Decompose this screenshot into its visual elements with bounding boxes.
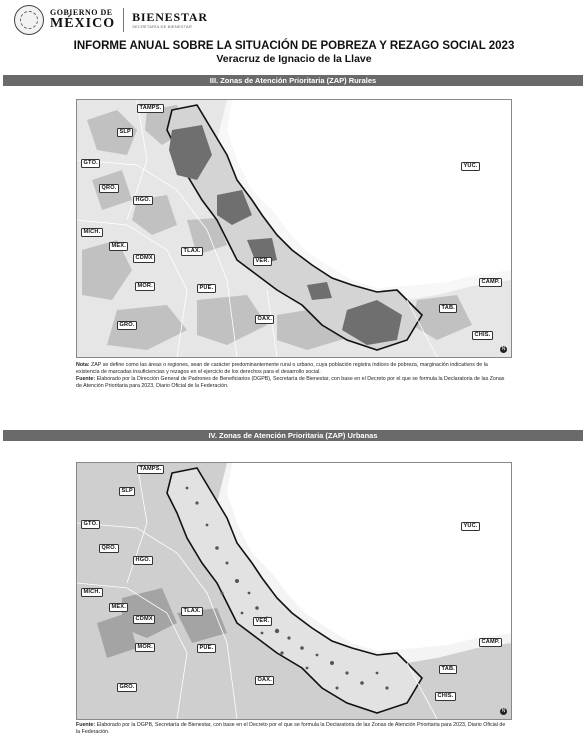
state-label-chis: CHIS.	[472, 331, 493, 340]
state-label-mich: MICH.	[81, 588, 103, 597]
state-label-tab: TAB.	[439, 665, 457, 674]
map-urban-graphic	[77, 463, 511, 719]
state-label-hgo: HGO.	[133, 556, 153, 565]
state-label-camp: CAMP.	[479, 278, 502, 287]
rural-note	[76, 362, 510, 376]
state-label-ver: VER.	[253, 257, 272, 266]
state-label-pue: PUE.	[197, 284, 216, 293]
note-label: Nota:	[76, 362, 90, 368]
gov-main-text: MÉXICO	[50, 16, 116, 31]
source-label: Fuente:	[76, 722, 96, 728]
state-label-mex: MEX.	[109, 242, 128, 251]
gov-top-text: GOBIERNO DE	[50, 8, 113, 17]
agency-name: BIENESTAR	[132, 10, 208, 24]
urban-source	[76, 722, 510, 736]
national-seal-icon	[14, 5, 44, 35]
logo-divider	[123, 8, 124, 32]
map-zap-urbanas	[76, 462, 512, 720]
state-label-yuc: YUC.	[461, 522, 480, 531]
state-label-tlax: TLAX.	[181, 247, 203, 256]
state-label-mor: MOR.	[135, 282, 155, 291]
government-logo	[50, 9, 115, 31]
state-label-mex: MEX.	[109, 603, 128, 612]
map-rural-graphic	[77, 100, 511, 357]
agency-subtext: SECRETARÍA DE BIENESTAR	[132, 24, 192, 29]
rural-source	[76, 376, 510, 390]
state-label-gro: GRO.	[117, 683, 137, 692]
state-label-chis: CHIS.	[435, 692, 456, 701]
state-label-ver: VER.	[253, 617, 272, 626]
state-label-cdmx: CDMX	[133, 254, 155, 263]
state-label-cdmx: CDMX	[133, 615, 155, 624]
state-label-slp: SLP	[117, 128, 133, 137]
state-label-hgo: HGO.	[133, 196, 153, 205]
report-title: INFORME ANUAL SOBRE LA SITUACIÓN DE POBREZA Y REZAGO SOCIAL 2023	[73, 40, 515, 52]
state-label-tamps: TAMPS.	[137, 104, 164, 113]
state-label-qro: QRO.	[99, 184, 119, 193]
state-label-gto: GTO.	[81, 159, 100, 168]
state-label-tab: TAB.	[439, 304, 457, 313]
state-label-qro: QRO.	[99, 544, 119, 553]
state-label-mich: MICH.	[81, 228, 103, 237]
section-heading-rural: III. Zonas de Atención Prioritaria (ZAP) Rurales	[3, 75, 583, 86]
page-header	[14, 6, 208, 34]
state-label-pue: PUE.	[197, 644, 216, 653]
north-arrow-icon: N	[501, 708, 506, 714]
state-label-oax: OAX.	[255, 676, 274, 685]
urban-map-notes	[76, 722, 510, 736]
state-label-gro: GRO.	[117, 321, 137, 330]
report-subtitle: Veracruz de Ignacio de la Llave	[216, 53, 372, 65]
state-label-gto: GTO.	[81, 520, 100, 529]
section-heading-urban: IV. Zonas de Atención Prioritaria (ZAP) Urbanas	[3, 430, 583, 441]
source-label: Fuente:	[76, 376, 96, 382]
north-arrow-icon: N	[501, 346, 506, 352]
state-label-tamps: TAMPS.	[137, 465, 164, 474]
state-label-oax: OAX.	[255, 315, 274, 324]
agency-logo	[132, 11, 208, 29]
note-text: ZAP se define como las áreas o regiones, sean de carácter predominantemente rural o urbano, cuya población registra índices de pobreza, marginación indicativos de la existencia de marcadas insuficiencias y rezagos en el ejercicio de los derechos para el desarrollo social.	[76, 362, 488, 375]
source-text: Elaborado por la DGPB, Secretaría de Bienestar, con base en el Decreto por el que se formula la Declaratoria de las Zonas de Atención Prioritaria para 2023, Diario Oficial de la Federación.	[76, 722, 506, 735]
source-text: Elaborado por la Dirección General de Padrones de Beneficiarios (DGPB), Secretaría de Bienestar, con base en el Decreto por el que se formula la Declaratoria de las Zonas de Atención Prioritaria para 2023, Diario Oficial de la Federación.	[76, 376, 505, 389]
map-zap-rurales	[76, 99, 512, 358]
state-label-yuc: YUC.	[461, 162, 480, 171]
state-label-mor: MOR.	[135, 643, 155, 652]
rural-map-notes	[76, 362, 510, 390]
state-label-slp: SLP	[119, 487, 135, 496]
state-label-tlax: TLAX.	[181, 607, 203, 616]
state-label-camp: CAMP.	[479, 638, 502, 647]
